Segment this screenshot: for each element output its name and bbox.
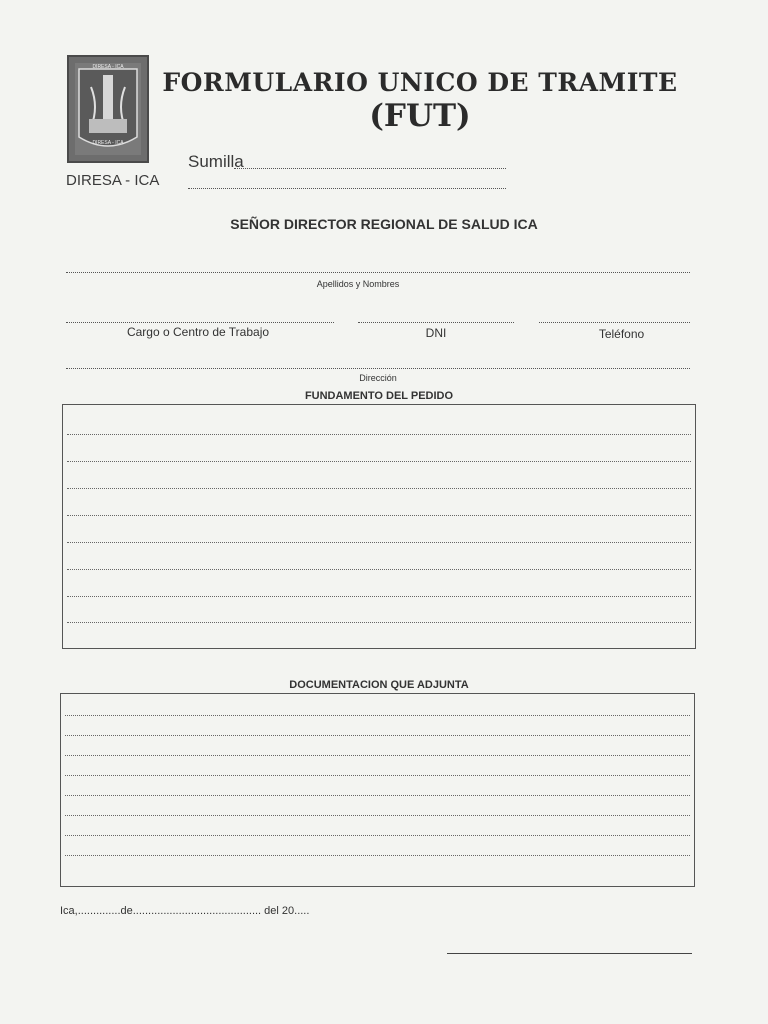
sumilla-field-line-2[interactable]	[188, 188, 506, 189]
sumilla-label: Sumilla	[188, 152, 244, 171]
dni-label: DNI	[425, 326, 447, 340]
address-label: Dirección	[359, 373, 397, 383]
diresa-logo	[67, 55, 149, 163]
documentacion-line	[65, 715, 690, 716]
documentacion-line	[65, 735, 690, 736]
names-label: Apellidos y Nombres	[316, 279, 400, 289]
fundamento-line	[67, 569, 691, 570]
sumilla-field-line-1[interactable]	[234, 168, 506, 169]
place-date-line: Ica,..............de.......................................... del 20.....	[60, 905, 310, 917]
logo-top-text: DIRESA - ICA	[92, 64, 124, 70]
fundamento-title: FUNDAMENTO DEL PEDIDO	[304, 390, 454, 402]
fundamento-line	[67, 622, 691, 623]
fundamento-line	[67, 434, 691, 435]
documentacion-line	[65, 835, 690, 836]
fundamento-line	[67, 461, 691, 462]
logo-emblem-icon	[69, 57, 147, 161]
documentacion-box[interactable]	[60, 693, 695, 887]
phone-label: Teléfono	[598, 327, 645, 341]
phone-field-line[interactable]	[539, 322, 690, 323]
fundamento-line	[67, 596, 691, 597]
dni-field-line[interactable]	[358, 322, 514, 323]
organization-name: DIRESA - ICA	[66, 172, 160, 189]
form-title: FORMULARIO UNICO DE TRAMITE	[162, 68, 678, 97]
fundamento-box[interactable]	[62, 404, 696, 649]
documentacion-line	[65, 755, 690, 756]
job-label: Cargo o Centro de Trabajo	[126, 325, 270, 339]
names-field-line[interactable]	[66, 272, 690, 273]
documentacion-line	[65, 815, 690, 816]
fundamento-line	[67, 488, 691, 489]
documentacion-line	[65, 795, 690, 796]
addressee-greeting: SEÑOR DIRECTOR REGIONAL DE SALUD ICA	[230, 216, 538, 232]
documentacion-line	[65, 855, 690, 856]
documentacion-title: DOCUMENTACION QUE ADJUNTA	[289, 679, 469, 691]
documentacion-line	[65, 775, 690, 776]
logo-bottom-text: DIRESA - ICA	[92, 140, 124, 146]
address-field-line[interactable]	[66, 368, 690, 369]
fundamento-line	[67, 542, 691, 543]
job-field-line[interactable]	[66, 322, 334, 323]
fundamento-line	[67, 515, 691, 516]
signature-line[interactable]	[447, 953, 692, 954]
form-subtitle: (FUT)	[369, 98, 471, 134]
